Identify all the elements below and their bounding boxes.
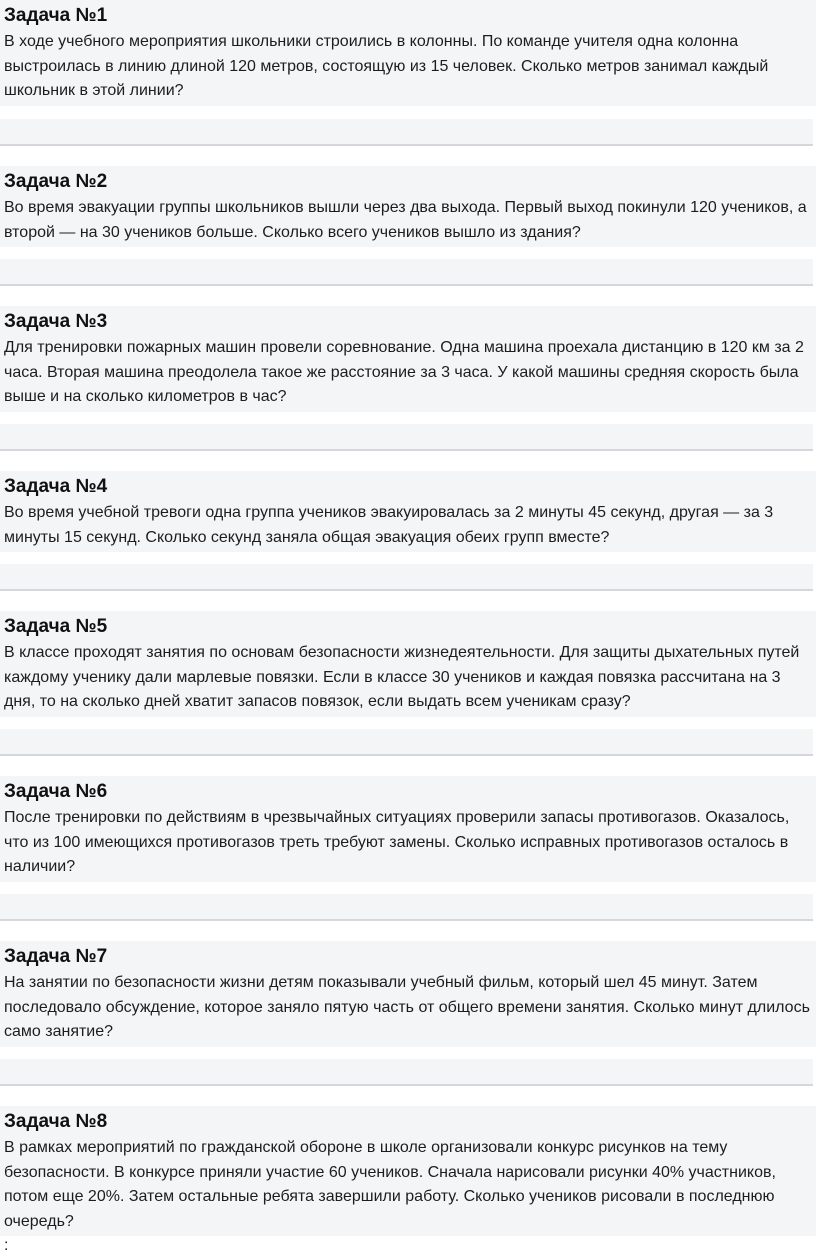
task-3 — [0, 306, 816, 412]
task-1 — [0, 0, 816, 106]
answer-field-7[interactable] — [0, 1059, 813, 1086]
task-text: В рамках мероприятий по гражданской обороне в школе организовали конкурс рисунков на тему безопасности. В конкурсе приняли участие 60 учеников. Сначала нарисовали рисунки 40% участников, потом еще 20%. Затем остальные ребята завершили работу. Сколько учеников рисовали в последнюю очередь? — [4, 1139, 776, 1230]
task-card — [0, 0, 816, 106]
answer-field-3[interactable] — [0, 424, 813, 451]
task-card — [0, 471, 816, 552]
task-card — [0, 1106, 816, 1236]
task-title: Задача №7 — [4, 946, 108, 967]
task-text: В ходе учебного мероприятия школьники строились в колонны. По команде учителя одна колонна выстроилась в линию длиной 120 метров, состоящую из 15 человек. Сколько метров занимал каждый школьник в этой линии? — [4, 33, 769, 99]
task-6 — [0, 776, 816, 882]
task-title: Задача №4 — [4, 476, 108, 497]
task-title: Задача №3 — [4, 311, 108, 332]
task-card — [0, 941, 816, 1047]
task-2 — [0, 166, 816, 247]
task-title: Задача №1 — [4, 5, 108, 26]
task-5 — [0, 611, 816, 717]
task-text: Во время эвакуации группы школьников вышли через два выхода. Первый выход покинули 120 учеников, а второй — на 30 учеников больше. Сколько всего учеников вышло из здания? — [4, 199, 807, 241]
task-7 — [0, 941, 816, 1047]
task-title: Задача №6 — [4, 781, 108, 802]
answer-field-4[interactable] — [0, 564, 813, 591]
task-title: Задача №2 — [4, 171, 108, 192]
task-text: Для тренировки пожарных машин провели соревнование. Одна машина проехала дистанцию в 120 км за 2 часа. Вторая машина преодолела такое же расстояние за 3 часа. У какой машины средняя скорость была выше и на сколько километров в час? — [4, 339, 804, 405]
trailing-text: : — [4, 1237, 9, 1254]
task-8 — [0, 1106, 816, 1236]
answer-field-2[interactable] — [0, 259, 813, 286]
task-text: Во время учебной тревоги одна группа учеников эвакуировалась за 2 минуты 45 секунд, другая — за 3 минуты 15 секунд. Сколько секунд заняла общая эвакуация обеих групп вместе? — [4, 504, 774, 546]
task-text: В классе проходят занятия по основам безопасности жизнедеятельности. Для защиты дыхательных путей каждому ученику дали марлевые повязки. Если в классе 30 учеников и каждая повязка рассчитана на 3 дня, то на сколько дней хватит запасов повязок, если выдать всем ученикам сразу? — [4, 644, 800, 710]
task-text: После тренировки по действиям в чрезвычайных ситуациях проверили запасы противогазов. Оказалось, что из 100 имеющихся противогазов треть требуют замены. Сколько исправных противогазов осталось в наличии? — [4, 809, 790, 875]
task-card — [0, 306, 816, 412]
answer-field-5[interactable] — [0, 729, 813, 756]
answer-field-6[interactable] — [0, 894, 813, 921]
task-card — [0, 611, 816, 717]
task-text: На занятии по безопасности жизни детям показывали учебный фильм, который шел 45 минут. Затем последовало обсуждение, которое заняло пятую часть от общего времени занятия. Сколько минут длилось само занятие? — [4, 974, 810, 1040]
task-4 — [0, 471, 816, 552]
task-card — [0, 166, 816, 247]
task-title: Задача №8 — [4, 1111, 108, 1132]
answer-field-1[interactable] — [0, 119, 813, 146]
task-card — [0, 776, 816, 882]
task-title: Задача №5 — [4, 616, 108, 637]
